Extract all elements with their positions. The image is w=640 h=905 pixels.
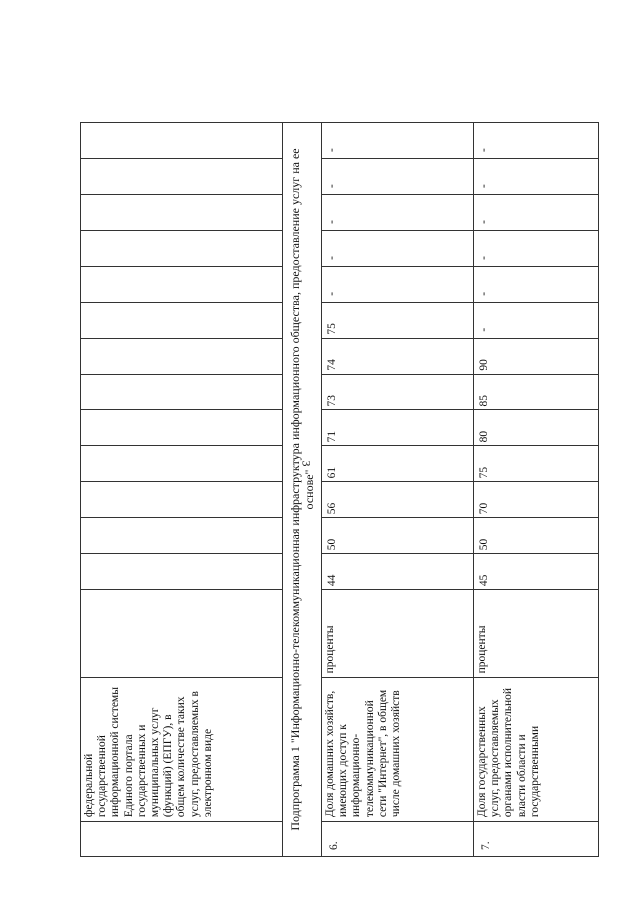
value-cell <box>81 159 283 195</box>
rotated-table-wrapper <box>80 122 598 857</box>
table-row <box>474 123 599 857</box>
value-cell: 90 <box>474 338 599 374</box>
value-cell: 71 <box>322 410 474 446</box>
value-cell <box>81 266 283 302</box>
value-cell: 85 <box>474 374 599 410</box>
value-cell: - <box>322 266 474 302</box>
value-cell: - <box>322 159 474 195</box>
value-cell: 80 <box>474 410 599 446</box>
unit-cell <box>81 590 283 678</box>
value-cell <box>81 194 283 230</box>
value-cell: 70 <box>474 482 599 518</box>
value-cell: - <box>474 266 599 302</box>
value-cell <box>81 518 283 554</box>
value-cell <box>81 482 283 518</box>
subprogram-title: Подпрограмма 1 "Информационно-телекоммуникационная инфраструктура информационного общества, предоставление услуг на ее основе" <box>283 123 322 857</box>
value-cell: - <box>474 194 599 230</box>
value-cell: 50 <box>474 518 599 554</box>
number-cell: 7. <box>474 822 599 857</box>
unit-cell: проценты <box>474 590 599 678</box>
table-row-subprogram <box>283 123 322 857</box>
value-cell <box>81 338 283 374</box>
indicator-name-cell: Доля домашних хозяйств, имеющих доступ к информационно-телекоммуникационной сети "Интернет", в общем числе домашних хозяйств <box>322 678 474 822</box>
value-cell <box>81 374 283 410</box>
unit-cell: проценты <box>322 590 474 678</box>
value-cell: - <box>474 159 599 195</box>
value-cell: 56 <box>322 482 474 518</box>
value-cell <box>81 554 283 590</box>
value-cell: 44 <box>322 554 474 590</box>
number-cell: 6. <box>322 822 474 857</box>
value-cell <box>81 410 283 446</box>
value-cell: - <box>474 302 599 338</box>
indicator-name-cell: Доля государственных услуг, предоставляемых органами исполнительной власти области и государственными <box>474 678 599 822</box>
value-cell: 74 <box>322 338 474 374</box>
indicators-table <box>80 122 599 857</box>
value-cell: 75 <box>474 446 599 482</box>
value-cell <box>81 446 283 482</box>
value-cell: 50 <box>322 518 474 554</box>
indicator-name-cell: федеральной государственной информационной системы Единого портала государственных и муниципальных услуг (функций) (ЕПГУ), в общем количестве таких услуг, предоставляемых в электронном виде <box>81 678 283 822</box>
value-cell <box>81 123 283 159</box>
value-cell: - <box>474 230 599 266</box>
number-cell <box>81 822 283 857</box>
page-number: 3 <box>299 460 314 467</box>
value-cell: 61 <box>322 446 474 482</box>
table-row <box>322 123 474 857</box>
value-cell: - <box>474 123 599 159</box>
value-cell: - <box>322 123 474 159</box>
value-cell <box>81 230 283 266</box>
value-cell: - <box>322 230 474 266</box>
value-cell <box>81 302 283 338</box>
table-row-continuation <box>81 123 283 857</box>
value-cell: 45 <box>474 554 599 590</box>
value-cell: 75 <box>322 302 474 338</box>
value-cell: 73 <box>322 374 474 410</box>
value-cell: - <box>322 194 474 230</box>
